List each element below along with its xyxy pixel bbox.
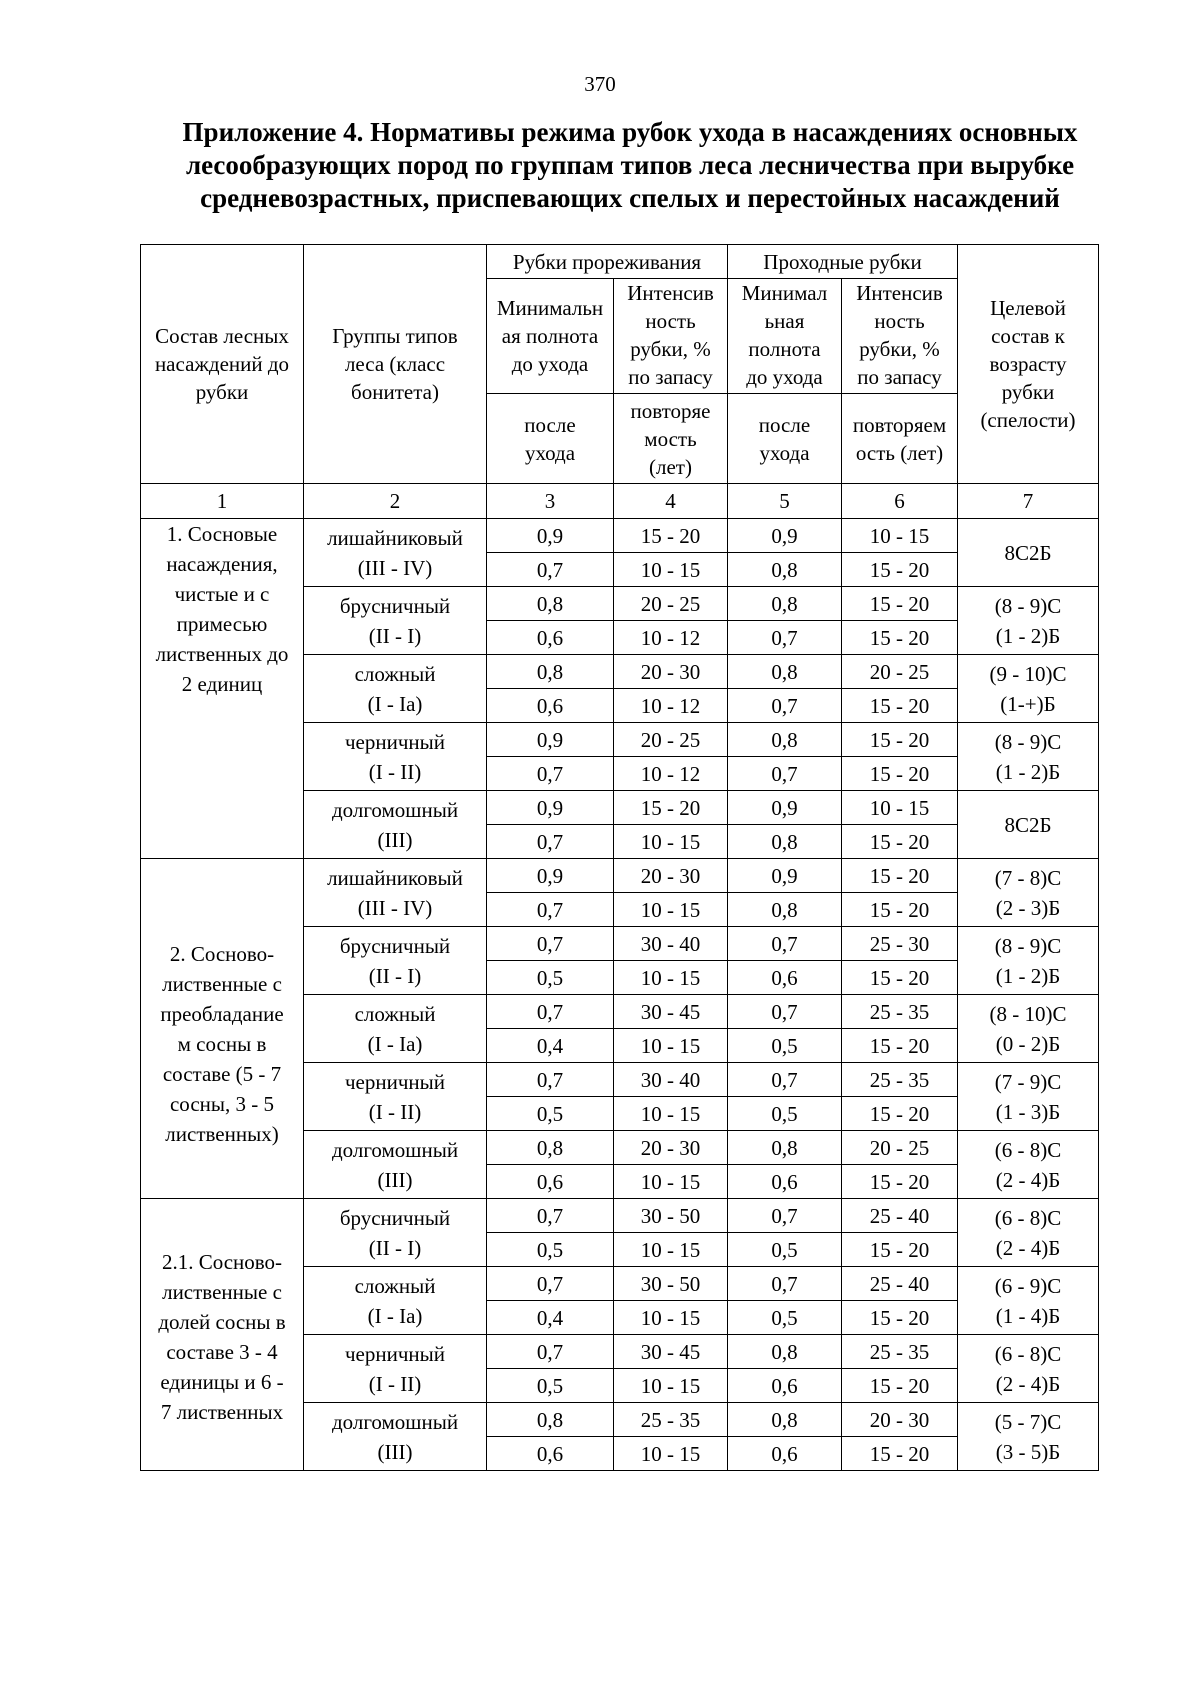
min-density-thinning-cell: 0,9: [487, 723, 614, 757]
min-density-passage-cell: 0,7: [728, 1267, 842, 1301]
min-density-thinning-cell: 0,5: [487, 1369, 614, 1403]
min-density-thinning-cell: 0,7: [487, 825, 614, 859]
min-density-thinning-cell: 0,7: [487, 893, 614, 927]
norms-table: [140, 244, 1099, 1471]
table-row: [141, 859, 1099, 893]
min-density-passage-cell: 0,9: [728, 519, 842, 553]
intensity-passage-cell: 25 - 40: [842, 1199, 958, 1233]
min-density-thinning-cell: 0,7: [487, 553, 614, 587]
min-density-thinning-cell: 0,7: [487, 1267, 614, 1301]
forest-type-cell: долгомошный (III): [304, 791, 487, 859]
header-intensity-thinning: Интенсив ность рубки, % по запасу: [614, 279, 728, 394]
stand-group-cell: 2. Сосново- лиственные с преобладание м сосны в составе (5 - 7 сосны, 3 - 5 лиственных): [141, 859, 304, 1199]
min-density-thinning-cell: 0,6: [487, 1437, 614, 1471]
intensity-thinning-cell: 30 - 50: [614, 1267, 728, 1301]
intensity-thinning-cell: 10 - 15: [614, 1097, 728, 1131]
intensity-thinning-cell: 15 - 20: [614, 519, 728, 553]
min-density-passage-cell: 0,5: [728, 1233, 842, 1267]
header-min-density-thinning: Минимальн ая полнота до ухода: [487, 279, 614, 394]
intensity-passage-cell: 15 - 20: [842, 723, 958, 757]
intensity-passage-cell: 15 - 20: [842, 1165, 958, 1199]
intensity-thinning-cell: 30 - 50: [614, 1199, 728, 1233]
min-density-thinning-cell: 0,5: [487, 961, 614, 995]
min-density-passage-cell: 0,8: [728, 1403, 842, 1437]
forest-type-cell: черничный (I - II): [304, 1063, 487, 1131]
intensity-passage-cell: 20 - 30: [842, 1403, 958, 1437]
target-composition-cell: (6 - 9)С (1 - 4)Б: [958, 1267, 1099, 1335]
page-number: 370: [584, 72, 616, 96]
column-number: 2: [304, 484, 487, 519]
min-density-thinning-cell: 0,7: [487, 1063, 614, 1097]
min-density-passage-cell: 0,5: [728, 1097, 842, 1131]
intensity-passage-cell: 15 - 20: [842, 1029, 958, 1063]
intensity-thinning-cell: 20 - 30: [614, 655, 728, 689]
intensity-thinning-cell: 10 - 12: [614, 621, 728, 655]
min-density-thinning-cell: 0,7: [487, 757, 614, 791]
min-density-thinning-cell: 0,9: [487, 859, 614, 893]
intensity-passage-cell: 15 - 20: [842, 689, 958, 723]
intensity-thinning-cell: 10 - 15: [614, 1233, 728, 1267]
intensity-passage-cell: 25 - 30: [842, 927, 958, 961]
title-line: лесообразующих пород по группам типов леса лесничества при вырубке: [185, 150, 1075, 180]
min-density-passage-cell: 0,7: [728, 927, 842, 961]
intensity-passage-cell: 15 - 20: [842, 893, 958, 927]
intensity-thinning-cell: 10 - 15: [614, 825, 728, 859]
intensity-thinning-cell: 10 - 15: [614, 1029, 728, 1063]
min-density-thinning-cell: 0,8: [487, 1403, 614, 1437]
intensity-thinning-cell: 30 - 45: [614, 995, 728, 1029]
min-density-passage-cell: 0,5: [728, 1301, 842, 1335]
intensity-passage-cell: 15 - 20: [842, 621, 958, 655]
intensity-thinning-cell: 10 - 15: [614, 553, 728, 587]
intensity-thinning-cell: 15 - 20: [614, 791, 728, 825]
header-forest-types: Группы типов леса (класс бонитета): [304, 245, 487, 484]
header-intensity-passage: Интенсив ность рубки, % по запасу: [842, 279, 958, 394]
stand-group-cell: 2.1. Сосново- лиственные с долей сосны в составе 3 - 4 единицы и 6 - 7 лиственных: [141, 1199, 304, 1471]
min-density-passage-cell: 0,6: [728, 961, 842, 995]
min-density-thinning-cell: 0,8: [487, 655, 614, 689]
stand-group-cell: 1. Сосновые насаждения, чистые и с примесью лиственных до 2 единиц: [141, 519, 304, 859]
min-density-passage-cell: 0,9: [728, 859, 842, 893]
intensity-thinning-cell: 30 - 45: [614, 1335, 728, 1369]
min-density-passage-cell: 0,8: [728, 825, 842, 859]
forest-type-cell: черничный (I - II): [304, 1335, 487, 1403]
intensity-thinning-cell: 10 - 15: [614, 893, 728, 927]
min-density-passage-cell: 0,8: [728, 587, 842, 621]
min-density-thinning-cell: 0,4: [487, 1029, 614, 1063]
min-density-passage-cell: 0,8: [728, 553, 842, 587]
intensity-passage-cell: 15 - 20: [842, 1369, 958, 1403]
intensity-thinning-cell: 10 - 15: [614, 961, 728, 995]
min-density-passage-cell: 0,8: [728, 1335, 842, 1369]
intensity-thinning-cell: 10 - 15: [614, 1165, 728, 1199]
min-density-thinning-cell: 0,6: [487, 689, 614, 723]
intensity-passage-cell: 10 - 15: [842, 519, 958, 553]
column-numbers-row: [141, 484, 1099, 519]
intensity-passage-cell: 15 - 20: [842, 961, 958, 995]
header-min-density-passage: Минимал ьная полнота до ухода: [728, 279, 842, 394]
intensity-thinning-cell: 20 - 30: [614, 1131, 728, 1165]
header-repeat-thinning: повторяе мость (лет): [614, 394, 728, 484]
intensity-passage-cell: 25 - 35: [842, 1335, 958, 1369]
intensity-thinning-cell: 10 - 15: [614, 1437, 728, 1471]
min-density-passage-cell: 0,7: [728, 689, 842, 723]
header-thinning: Рубки прореживания: [487, 245, 728, 279]
forest-type-cell: черничный (I - II): [304, 723, 487, 791]
min-density-thinning-cell: 0,7: [487, 927, 614, 961]
forest-type-cell: брусничный (II - I): [304, 927, 487, 995]
min-density-thinning-cell: 0,7: [487, 1335, 614, 1369]
target-composition-cell: (8 - 10)С (0 - 2)Б: [958, 995, 1099, 1063]
target-composition-cell: (8 - 9)С (1 - 2)Б: [958, 587, 1099, 655]
intensity-thinning-cell: 10 - 12: [614, 689, 728, 723]
intensity-passage-cell: 15 - 20: [842, 553, 958, 587]
min-density-passage-cell: 0,7: [728, 1063, 842, 1097]
column-number: 3: [487, 484, 614, 519]
forest-type-cell: брусничный (II - I): [304, 587, 487, 655]
column-number: 5: [728, 484, 842, 519]
min-density-thinning-cell: 0,6: [487, 621, 614, 655]
table-body: [141, 519, 1099, 1471]
target-composition-cell: (6 - 8)С (2 - 4)Б: [958, 1199, 1099, 1267]
title-line: средневозрастных, приспевающих спелых и перестойных насаждений: [200, 183, 1060, 213]
min-density-thinning-cell: 0,6: [487, 1165, 614, 1199]
min-density-thinning-cell: 0,8: [487, 1131, 614, 1165]
title-line: Приложение 4. Нормативы режима рубок ухода в насаждениях основных: [182, 117, 1078, 147]
min-density-passage-cell: 0,6: [728, 1369, 842, 1403]
intensity-passage-cell: 15 - 20: [842, 1301, 958, 1335]
header-after-thinning: после ухода: [487, 394, 614, 484]
target-composition-cell: (7 - 8)С (2 - 3)Б: [958, 859, 1099, 927]
table-row: [141, 1199, 1099, 1233]
target-composition-cell: (6 - 8)С (2 - 4)Б: [958, 1335, 1099, 1403]
intensity-thinning-cell: 20 - 25: [614, 587, 728, 621]
target-composition-cell: (8 - 9)С (1 - 2)Б: [958, 927, 1099, 995]
forest-type-cell: сложный (I - Ia): [304, 655, 487, 723]
min-density-passage-cell: 0,8: [728, 893, 842, 927]
min-density-passage-cell: 0,9: [728, 791, 842, 825]
forest-type-cell: сложный (I - Ia): [304, 995, 487, 1063]
intensity-passage-cell: 20 - 25: [842, 655, 958, 689]
intensity-passage-cell: 25 - 35: [842, 1063, 958, 1097]
document-title: [150, 116, 1110, 215]
header-passage-cuts: Проходные рубки: [728, 245, 958, 279]
intensity-passage-cell: 20 - 25: [842, 1131, 958, 1165]
min-density-passage-cell: 0,7: [728, 1199, 842, 1233]
intensity-passage-cell: 15 - 20: [842, 1437, 958, 1471]
intensity-thinning-cell: 20 - 30: [614, 859, 728, 893]
intensity-passage-cell: 15 - 20: [842, 825, 958, 859]
table-header: [141, 245, 1099, 519]
column-number: 1: [141, 484, 304, 519]
min-density-thinning-cell: 0,5: [487, 1097, 614, 1131]
min-density-passage-cell: 0,6: [728, 1165, 842, 1199]
intensity-thinning-cell: 25 - 35: [614, 1403, 728, 1437]
header-composition: Состав лесных насаждений до рубки: [141, 245, 304, 484]
intensity-thinning-cell: 10 - 15: [614, 1301, 728, 1335]
forest-type-cell: долгомошный (III): [304, 1131, 487, 1199]
header-target-composition: Целевой состав к возрасту рубки (спелости): [958, 245, 1099, 484]
target-composition-cell: 8С2Б: [958, 519, 1099, 587]
min-density-thinning-cell: 0,9: [487, 791, 614, 825]
header-after-passage: после ухода: [728, 394, 842, 484]
forest-type-cell: брусничный (II - I): [304, 1199, 487, 1267]
forest-type-cell: лишайниковый (III - IV): [304, 859, 487, 927]
intensity-passage-cell: 15 - 20: [842, 587, 958, 621]
intensity-passage-cell: 15 - 20: [842, 1233, 958, 1267]
target-composition-cell: (7 - 9)С (1 - 3)Б: [958, 1063, 1099, 1131]
min-density-thinning-cell: 0,8: [487, 587, 614, 621]
intensity-thinning-cell: 30 - 40: [614, 1063, 728, 1097]
intensity-passage-cell: 15 - 20: [842, 1097, 958, 1131]
min-density-thinning-cell: 0,7: [487, 995, 614, 1029]
intensity-passage-cell: 25 - 35: [842, 995, 958, 1029]
intensity-passage-cell: 25 - 40: [842, 1267, 958, 1301]
target-composition-cell: (5 - 7)С (3 - 5)Б: [958, 1403, 1099, 1471]
intensity-thinning-cell: 30 - 40: [614, 927, 728, 961]
header-repeat-passage: повторяем ость (лет): [842, 394, 958, 484]
column-number: 7: [958, 484, 1099, 519]
min-density-thinning-cell: 0,7: [487, 1199, 614, 1233]
forest-type-cell: лишайниковый (III - IV): [304, 519, 487, 587]
min-density-passage-cell: 0,5: [728, 1029, 842, 1063]
forest-type-cell: сложный (I - Ia): [304, 1267, 487, 1335]
min-density-passage-cell: 0,8: [728, 723, 842, 757]
min-density-thinning-cell: 0,5: [487, 1233, 614, 1267]
intensity-passage-cell: 10 - 15: [842, 791, 958, 825]
intensity-passage-cell: 15 - 20: [842, 757, 958, 791]
forest-type-cell: долгомошный (III): [304, 1403, 487, 1471]
intensity-thinning-cell: 10 - 15: [614, 1369, 728, 1403]
column-number: 6: [842, 484, 958, 519]
min-density-passage-cell: 0,8: [728, 655, 842, 689]
min-density-passage-cell: 0,7: [728, 621, 842, 655]
intensity-thinning-cell: 10 - 12: [614, 757, 728, 791]
target-composition-cell: (9 - 10)С (1-+)Б: [958, 655, 1099, 723]
intensity-thinning-cell: 20 - 25: [614, 723, 728, 757]
table-row: [141, 519, 1099, 553]
intensity-passage-cell: 15 - 20: [842, 859, 958, 893]
target-composition-cell: (6 - 8)С (2 - 4)Б: [958, 1131, 1099, 1199]
min-density-passage-cell: 0,6: [728, 1437, 842, 1471]
min-density-passage-cell: 0,7: [728, 757, 842, 791]
target-composition-cell: 8С2Б: [958, 791, 1099, 859]
min-density-passage-cell: 0,8: [728, 1131, 842, 1165]
min-density-thinning-cell: 0,4: [487, 1301, 614, 1335]
column-number: 4: [614, 484, 728, 519]
min-density-passage-cell: 0,7: [728, 995, 842, 1029]
min-density-thinning-cell: 0,9: [487, 519, 614, 553]
target-composition-cell: (8 - 9)С (1 - 2)Б: [958, 723, 1099, 791]
